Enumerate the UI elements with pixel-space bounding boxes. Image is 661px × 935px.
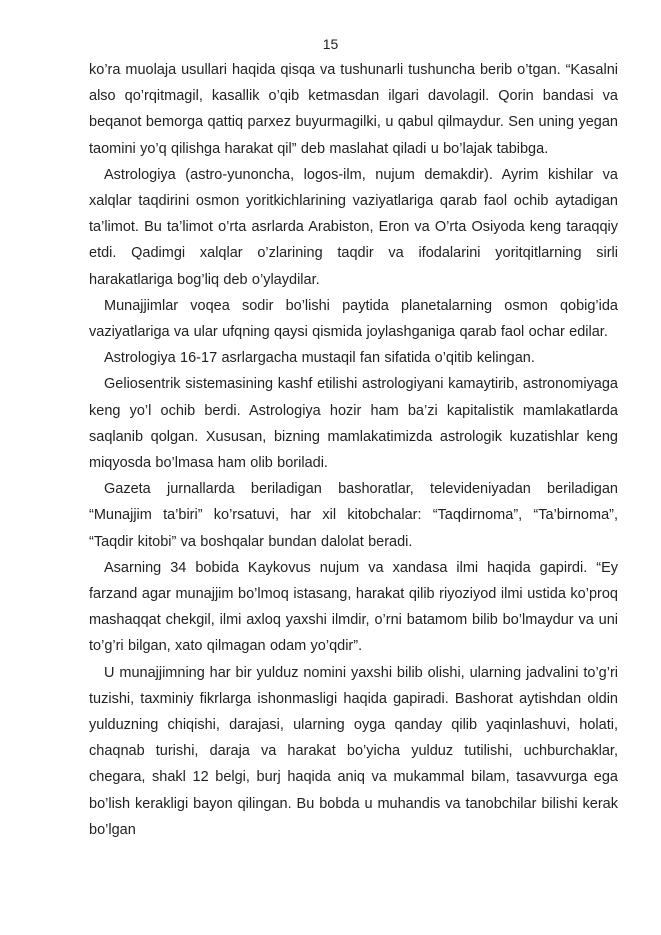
paragraph: Asarning 34 bobida Kaykovus nujum va xandasa ilmi haqida gapirdi. “Ey farzand agar munajjim bo’lmoq istasang, harakat qilib riyoziyod ilmi ustida ko’proq mashaqqat chekgil, ilmi axloq yaxshi ilmdir, o’rni batamom bilib bo’lmaydur va uni to’g’ri bilgan, xato qilmagan odam yo’qdir”. bbox=[89, 559, 618, 655]
paragraph: Munajjimlar voqea sodir bo’lishi paytida planetalarning osmon qobig’ida vaziyatlariga va ular ufqning qaysi qismida joylashganiga qarab faol ochar edilar. bbox=[89, 297, 618, 341]
paragraph: Geliosentrik sistemasining kashf etilishi astrologiyani kamaytirib, astronomiyaga keng yo’l ochib berdi. Astrologiya hozir ham ba’zi kapitalistik mamlakatlarda saqlanib qolgan. Xususan, bizning mamlakatimizda astrologik kuzatishlar keng miqyosda bo’lmasa ham olib boriladi. bbox=[89, 376, 618, 472]
paragraph: U munajjimning har bir yulduz nomini yaxshi bilib olishi, ularning jadvalini to’g’ri tuzishi, taxminiy fikrlarga ishonmasligi haqida gapiradi. Bashorat aytishdan oldin yulduzning chiqishi, darajasi, ularning oyga qanday qilib yaqinlashuvi, holati, chaqnab turishi, daraja va harakat bo’yicha yulduz tutilishi, uchburchaklar, chegara, shakl 12 belgi, burj haqida aniq va mukammal bilam, tasavvurga ega bo’lish kerakligi bayon qilingan. Bu bobda u muhandis va tanobchilar bilishi kerak bo’lgan bbox=[89, 664, 618, 838]
paragraph: Gazeta jurnallarda beriladigan bashoratlar, televideniyadan beriladigan “Munajjim ta’biri” ko’rsatuvi, har xil kitobchalar: “Taqdirnoma”, “Ta’birnoma”, “Taqdir kitobi” va boshqalar bundan dalolat beradi. bbox=[89, 481, 618, 550]
paragraph: ko’ra muolaja usullari haqida qisqa va tushunarli tushuncha berib o’tgan. “Kasalni also qo’rqitmagil, kasallik o’qib ketmasdan ilgari davolagil. Qorin bandasi va beqanot bemorga qattiq parxez buyurmagilki, u qabul qilmaydur. Sen uning yegan taomini yo’q qilishga harakat qil” deb maslahat qiladi u bo’lajak tabibga. bbox=[89, 62, 618, 157]
paragraph: Astrologiya (astro-yunoncha, logos-ilm, nujum demakdir). Ayrim kishilar va xalqlar taqdirini osmon yoritkichlarining vaziyatlariga qarab faol ochib aytadigan ta’limot. Bu ta’limot o’rta asrlarda Arabiston, Eron va O’rta Osiyoda keng taraqqiy etdi. Qadimgi xalqlar o’zlarining taqdir va ifodalarini yoritqitlarning sirli harakatlariga bog’liq deb o’ylaydilar. bbox=[89, 166, 618, 288]
page-number: 15 bbox=[322, 36, 339, 52]
body-text bbox=[89, 57, 618, 843]
paragraph: Astrologiya 16-17 asrlargacha mustaqil fan sifatida o’qitib kelingan. bbox=[104, 350, 535, 367]
